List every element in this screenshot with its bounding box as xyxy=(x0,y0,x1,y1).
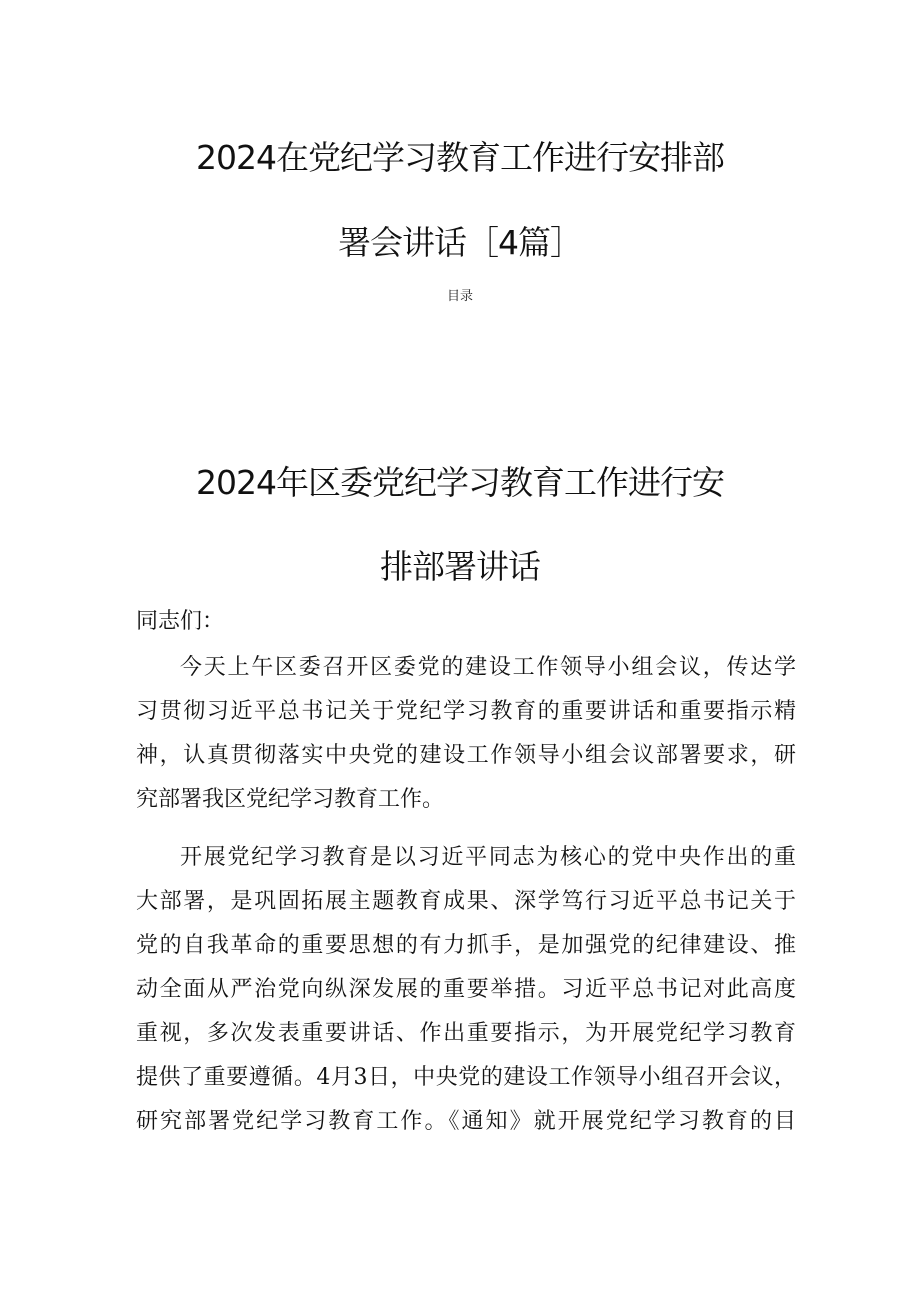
paragraph-line: 重视，多次发表重要讲话、作出重要指示，为开展党纪学习教育 xyxy=(136,1021,796,1046)
paragraph-line: 党的自我革命的重要思想的有力抓手，是加强党的纪律建设、推 xyxy=(136,933,796,958)
table-of-contents-label: 目录 xyxy=(446,289,473,304)
paragraph-line: 习贯彻习近平总书记关于党纪学习教育的重要讲话和重要指示精 xyxy=(136,699,796,724)
paragraph-line: 开展党纪学习教育是以习近平同志为核心的党中央作出的重 xyxy=(180,845,796,870)
document-title-line-2: 署会讲话［4篇］ xyxy=(338,223,582,262)
paragraph-line: 动全面从严治党向纵深发展的重要举措。习近平总书记对此高度 xyxy=(136,977,796,1002)
paragraph-line: 提供了重要遵循。4月3日，中央党的建设工作领导小组召开会议， xyxy=(136,1065,796,1090)
paragraph-line: 研究部署党纪学习教育工作。《通知》就开展党纪学习教育的目 xyxy=(136,1109,796,1134)
paragraph-line: 究部署我区党纪学习教育工作。 xyxy=(136,787,445,812)
paragraph-line: 神，认真贯彻落实中央党的建设工作领导小组会议部署要求，研 xyxy=(136,743,796,768)
section-title-line-2: 排部署讲话 xyxy=(380,547,540,586)
paragraph-line: 今天上午区委召开区委党的建设工作领导小组会议，传达学 xyxy=(180,655,796,680)
section-title-line-1: 2024年区委党纪学习教育工作进行安 xyxy=(196,463,724,502)
paragraph-line: 大部署，是巩固拓展主题教育成果、深学笃行习近平总书记关于 xyxy=(136,889,796,914)
salutation: 同志们： xyxy=(136,609,225,634)
document-title-line-1: 2024在党纪学习教育工作进行安排部 xyxy=(196,138,724,177)
